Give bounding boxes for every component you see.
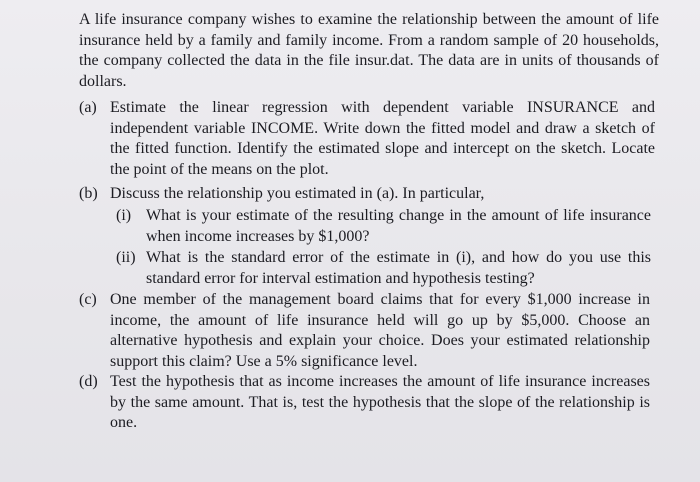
part-b-i-text: What is your estimate of the resulting change in the amount of life insurance when income increases by $1,000? (146, 207, 651, 245)
part-c-text: One member of the management board claims that for every $1,000 increase in income, the amount of life insurance held will go up by $5,000. Choose an alternative hypothesis and explain your choice. Does your estimated relationship support this claim? Use a 5% significance level. (110, 291, 650, 370)
part-b-ii (116, 248, 651, 289)
part-b-ii-text: What is the standard error of the estimate in (i), and how do you use this standard error for interval estimation and hypothesis testing? (146, 249, 651, 287)
part-b-ii-label: (ii) (116, 249, 136, 266)
part-b-label: (b) (79, 185, 98, 202)
part-b-i (116, 206, 651, 247)
part-b (79, 184, 655, 205)
part-c-label: (c) (79, 291, 97, 308)
part-a-text: Estimate the linear regression with dependent variable INSURANCE and independent variable INCOME. Write down the fitted model and draw a sketch of the fitted function. Identify the estimated slope and intercept on the sketch. Locate the point of the means on the plot. (110, 99, 655, 178)
part-b-i-label: (i) (116, 207, 132, 224)
part-d-label: (d) (79, 373, 98, 390)
part-a-label: (a) (79, 99, 97, 116)
part-c (79, 290, 650, 372)
part-b-text: Discuss the relationship you estimated in (a). In particular, (110, 185, 485, 202)
problem-intro: A life insurance company wishes to examine the relationship between the amount of life insurance held by a family and family income. From a random sample of 20 households, the company collected the data in the file insur.dat. The data are in units of thousands of dollars. (79, 11, 659, 90)
part-d-text: Test the hypothesis that as income increases the amount of life insurance increases by the same amount. That is, test the hypothesis that the slope of the relationship is one. (110, 373, 650, 431)
part-d (79, 372, 650, 434)
part-a (79, 98, 655, 180)
